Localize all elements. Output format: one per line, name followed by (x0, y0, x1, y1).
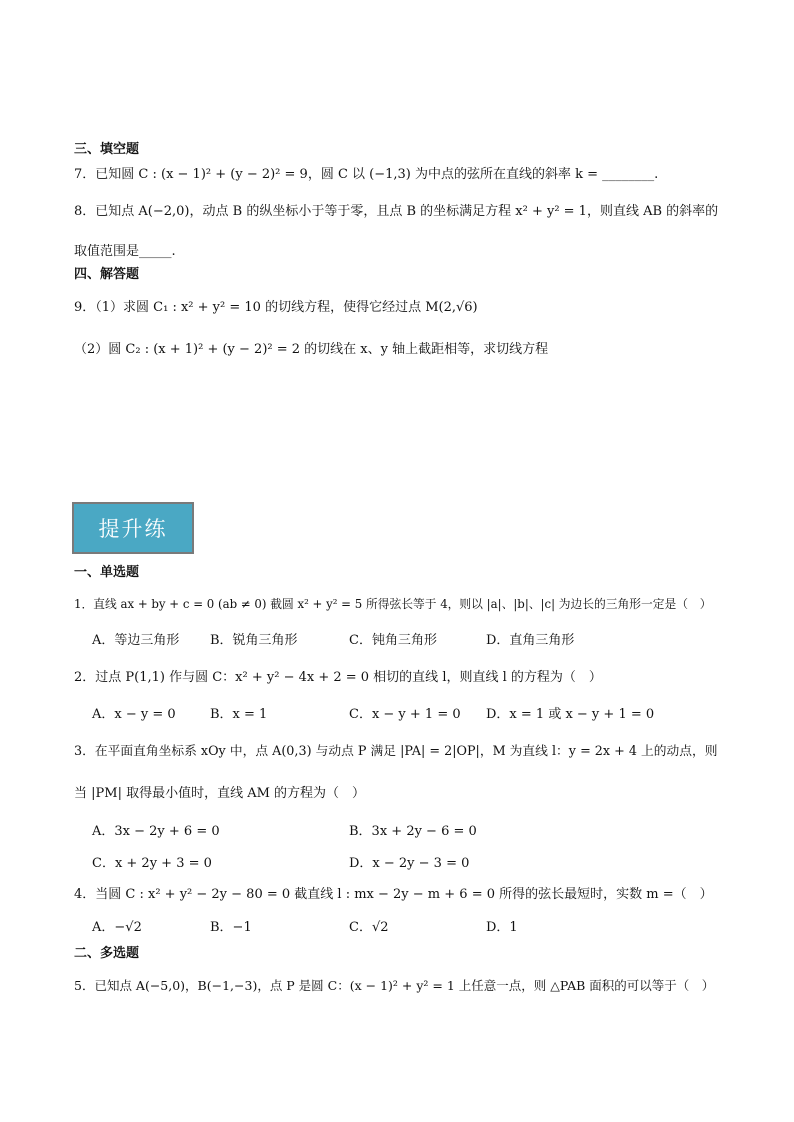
q1-option-c: C．钝角三角形 (349, 633, 437, 648)
q1-option-b: B．锐角三角形 (210, 633, 298, 648)
q3-option-a: A．3x − 2y + 6 = 0 (92, 824, 220, 839)
q3-option-b: B．3x + 2y − 6 = 0 (349, 824, 477, 839)
q4-option-d: D．1 (486, 920, 518, 935)
q2-option-d: D．x = 1 或 x − y + 1 = 0 (486, 707, 655, 722)
question-3-line-2: 当 |PM| 取得最小值时，直线 AM 的方程为（ ） (74, 786, 366, 801)
q1-option-d: D．直角三角形 (486, 633, 575, 648)
practice-banner (72, 502, 194, 554)
q2-option-a: A．x − y = 0 (92, 707, 176, 722)
question-3-line-1: 3．在平面直角坐标系 xOy 中，点 A(0,3) 与动点 P 满足 |PA| = 2|OP|，M 为直线 l：y = 2x + 4 上的动点，则 (74, 744, 718, 759)
question-8-line-1: 8．已知点 A(−2,0)，动点 B 的纵坐标小于等于零，且点 B 的坐标满足方程 x² + y² = 1，则直线 AB 的斜率的 (74, 204, 719, 219)
q4-option-c: C．√2 (349, 920, 389, 935)
question-7: 7．已知圆 C : (x − 1)² + (y − 2)² = 9，圆 C 以 (−1,3) 为中点的弦所在直线的斜率 k = ________. (74, 167, 659, 182)
q2-option-c: C．x − y + 1 = 0 (349, 707, 461, 722)
q1-option-a: A．等边三角形 (92, 633, 180, 648)
section-heading-multi-choice: 二、多选题 (74, 946, 140, 961)
q4-option-a: A．−√2 (92, 920, 142, 935)
q3-option-d: D．x − 2y − 3 = 0 (349, 856, 470, 871)
q4-option-b: B．−1 (210, 920, 252, 935)
question-1: 1．直线 ax + by + c = 0 (ab ≠ 0) 截圆 x² + y² = 5 所得弦长等于 4，则以 |a|、|b|、|c| 为边长的三角形一定是（ ） (74, 597, 712, 611)
practice-banner-label: 提升练 (98, 517, 168, 541)
question-9-part-2: （2）圆 C₂ : (x + 1)² + (y − 2)² = 2 的切线在 x、y 轴上截距相等，求切线方程 (74, 342, 549, 357)
question-4: 4．当圆 C : x² + y² − 2y − 80 = 0 截直线 l : mx − 2y − m + 6 = 0 所得的弦长最短时，实数 m =（ ） (74, 887, 713, 902)
question-5: 5．已知点 A(−5,0)，B(−1,−3)，点 P 是圆 C：(x − 1)² + y² = 1 上任意一点，则 △PAB 面积的可以等于（ ） (74, 978, 715, 993)
question-9-part-1: 9．（1）求圆 C₁ : x² + y² = 10 的切线方程，使得它经过点 M(2,√6) (74, 300, 478, 315)
question-2: 2．过点 P(1,1) 作与圆 C：x² + y² − 4x + 2 = 0 相切的直线 l，则直线 l 的方程为（ ） (74, 670, 602, 685)
section-heading-answer: 四、解答题 (74, 267, 140, 282)
question-8-line-2: 取值范围是_____. (74, 244, 176, 259)
q2-option-b: B．x = 1 (210, 707, 268, 722)
section-heading-single-choice: 一、单选题 (74, 565, 140, 580)
q3-option-c: C．x + 2y + 3 = 0 (92, 856, 212, 871)
section-heading-fill-in: 三、填空题 (74, 142, 140, 157)
